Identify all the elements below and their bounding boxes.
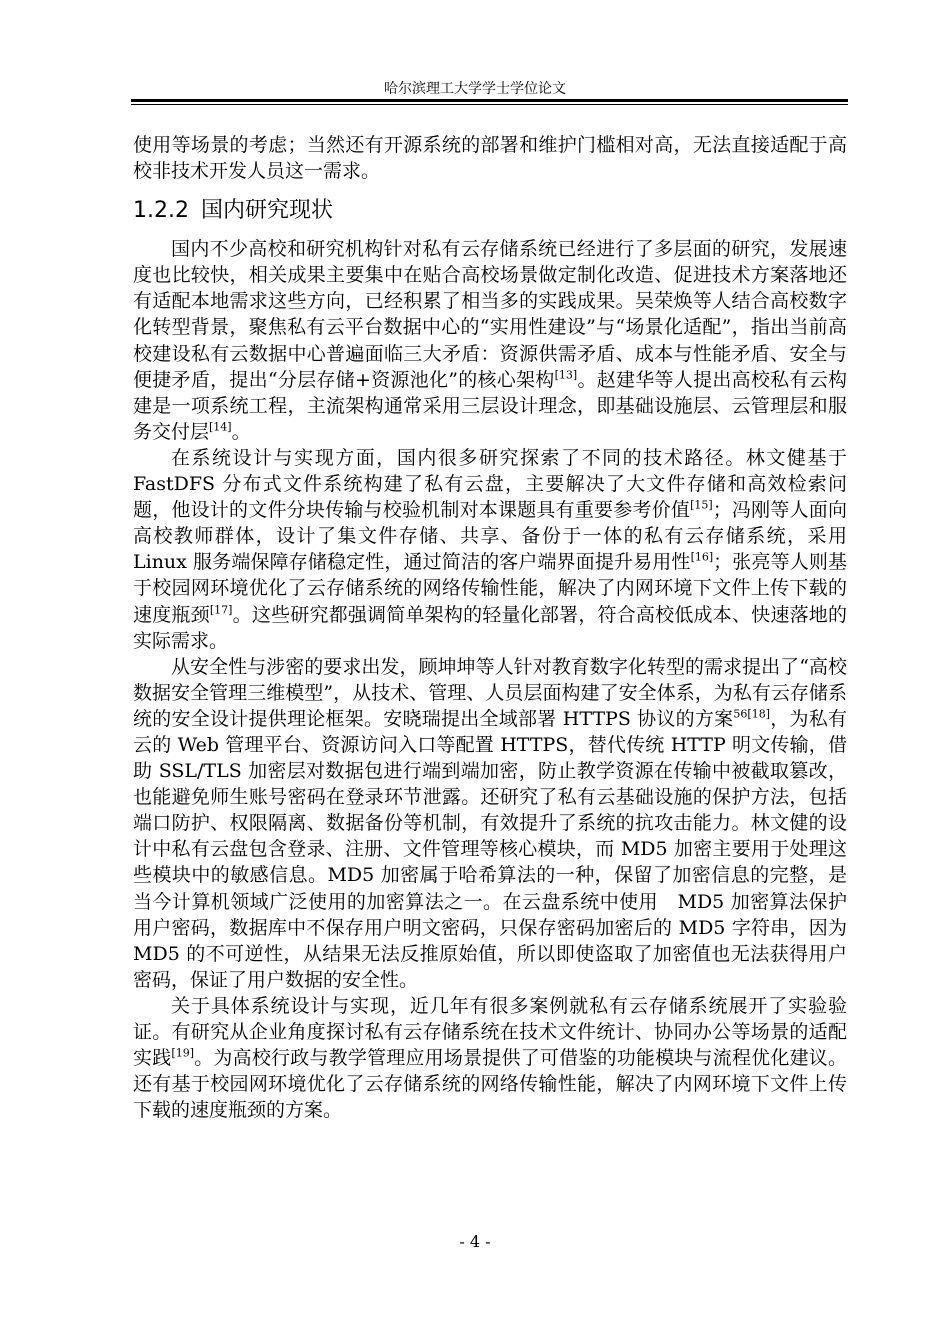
citation-16: [16]	[690, 550, 714, 564]
paragraph-continued: 使用等场景的考虑；当然还有开源系统的部署和维护门槛相对高，无法直接适配于高校非技术开发人员这一需求。	[133, 134, 847, 183]
header-rule-thick	[131, 99, 848, 102]
citation-19: [19]	[171, 1046, 195, 1060]
citation-14: [14]	[209, 420, 232, 434]
paragraph-2-text-b: ；冯刚等人面向高校教师群体，设计了集文件存储、共享、备份于一体的私有云存储系统，采用 Linux 服务端保障存储稳定性，通过简洁的客户端界面提升易用性	[133, 499, 847, 574]
paragraph-4-text-b: 。为高校行政与教学管理应用场景提供了可借鉴的功能模块与流程优化建议。还有基于校园网环境优化了云存储系统的网络传输性能，解决了内网环境下文件上传下载的速度瓶颈的方案。	[133, 1047, 847, 1122]
paragraph-1	[133, 236, 847, 445]
paragraph-2-text-a: 在系统设计与实现方面，国内很多研究探索了不同的技术路径。林文健基于 FastDFS 分布式文件系统构建了私有云盘，主要解决了大文件存储和高效检索问题，他设计的文件分块传输与校验机制对本课题具有重要参考价值	[133, 446, 847, 522]
section-number: 1.2.2	[133, 198, 189, 224]
paragraph-4	[133, 993, 847, 1123]
paragraph-3-text-a: 从安全性与涉密的要求出发，顾坤坤等人针对教育数字化转型的需求提出了“高校数据安全管理三维模型”，从技术、管理、人员层面构建了安全体系，为私有云存储系统的安全设计提供理论框架。安晓瑞提出全域部署 HTTPS 协议的方案	[133, 655, 847, 730]
paragraph-1-text-b: 。赵建华等人提出高校私有云构建是一项系统工程，主流架构通常采用三层设计理念，即基础设施层、云管理层和服务交付层	[133, 368, 847, 443]
paragraph-2	[133, 445, 847, 654]
citation-13: [13]	[554, 368, 578, 382]
citation-15: [15]	[690, 498, 713, 512]
section-heading	[133, 196, 847, 226]
paragraph-2-text-d: 。这些研究都强调简单架构的轻量化部署，符合高校低成本、快速落地的实际需求。	[133, 603, 847, 652]
section-title: 国内研究现状	[200, 198, 333, 224]
body-text	[133, 132, 847, 1123]
paragraph-4-text-a: 关于具体系统设计与实现，近几年有很多案例就私有云存储系统展开了实验验证。有研究从企业角度探讨私有云存储系统在技术文件统计、协同办公等场景的适配实践	[133, 994, 847, 1070]
paragraph-2-text-c: ；张亮等人则基于校园网环境优化了云存储系统的网络传输性能，解决了内网环境下文件上传下载的速度瓶颈	[133, 551, 847, 626]
paragraph-3-text-b: ，为私有云的 Web 管理平台、资源访问入口等配置 HTTPS，替代传统 HTTP 明文传输，借助 SSL/TLS 加密层对数据包进行端到端加密，防止教学资源在传输中被截取篡改，也能避免师生账号密码在登录环节泄露。还研究了私有云基础设施的保护方法，包括端口防护、权限隔离、数据备份等机制，有效提升了系统的抗攻击能力。林文健的设计中私有云盘包含登录、注册、文件管理等核心模块，而 MD5 加密主要用于处理这些模块中的敏感信息。MD5 加密属于哈希算法的一种，保留了加密信息的完整，是当今计算机领域广泛使用的加密算法之一。在云盘系统中使用 MD5 加密算法保护用户密码，数据库中不保存用户明文密码，只保存密码加密后的 MD5 字符串，因为 MD5 的不可逆性，从结果无法反推原始值，所以即使盗取了加密值也无法获得用户密码，保证了用户数据的安全性。	[133, 707, 847, 991]
citation-18: 56[18]	[733, 707, 770, 721]
page-number: - 4 -	[459, 1232, 491, 1251]
paragraph-3	[133, 654, 847, 993]
paragraph-1-text-a: 国内不少高校和研究机构针对私有云存储系统已经进行了多层面的研究，发展速度也比较快，相关成果主要集中在贴合高校场景做定制化改造、促进技术方案落地还有适配本地需求这些方向，已经积累了相当多的实践成果。吴荣焕等人结合高校数字化转型背景，聚焦私有云平台数据中心的“实用性建设”与“场景化适配”，指出当前高校建设私有云数据中心普遍面临三大矛盾：资源供需矛盾、成本与性能矛盾、安全与便捷矛盾，提出“分层存储+资源池化”的核心架构	[133, 238, 847, 391]
citation-17: [17]	[209, 603, 233, 617]
paragraph-1-text-c: 。	[231, 420, 251, 443]
running-header: 哈尔滨理工大学学士学位论文	[384, 81, 566, 97]
header-rule-thin	[131, 104, 848, 105]
